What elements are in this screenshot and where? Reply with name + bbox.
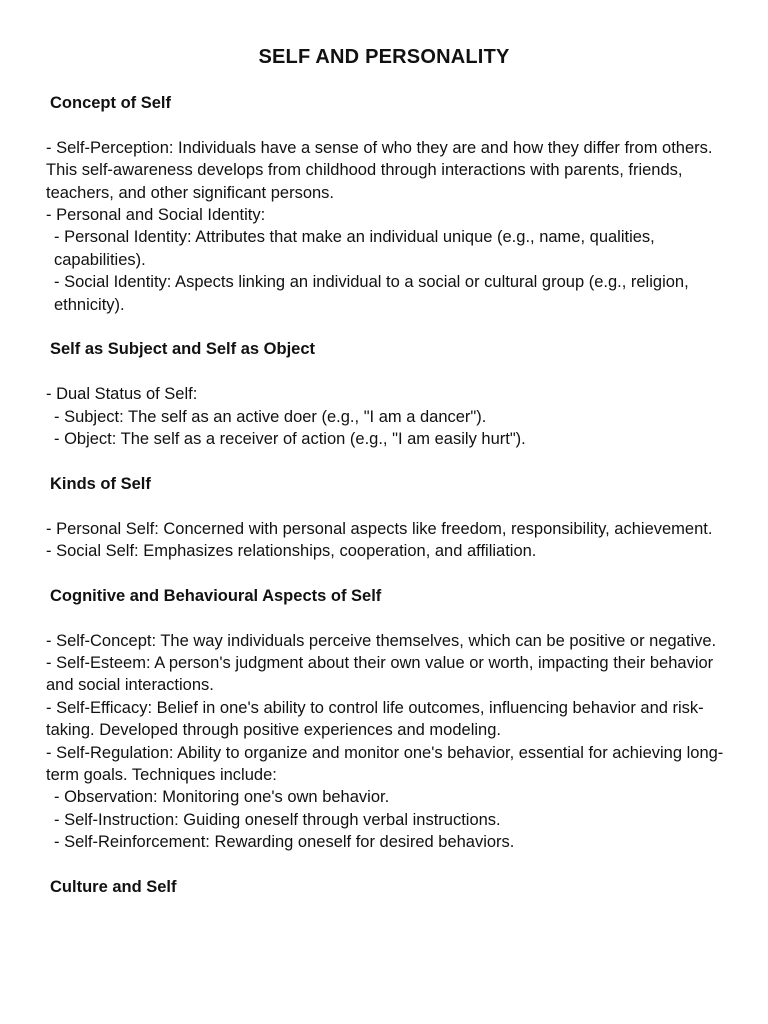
section-heading: Culture and Self: [50, 878, 177, 897]
paragraph-line: - Self-Concept: The way individuals perceive themselves, which can be positive or negative.: [46, 631, 717, 650]
section-lines: [46, 383, 736, 450]
section-cognitive-behavioural-aspects: [46, 585, 736, 854]
paragraph-line: - Self-Perception: Individuals have a sense of who they are and how they differ from others. This self-awareness develops from childhood through interactions with parents, friends, teachers, and other significant persons.: [46, 138, 717, 202]
section-heading: Kinds of Self: [50, 474, 151, 493]
paragraph-line: - Object: The self as a receiver of action (e.g., "I am easily hurt").: [54, 430, 526, 449]
paragraph-line: - Dual Status of Self:: [46, 385, 198, 404]
paragraph-line: - Self-Esteem: A person's judgment about their own value or worth, impacting their behavior and social interactions.: [46, 654, 718, 695]
paragraph-line: - Social Identity: Aspects linking an individual to a social or cultural group (e.g., religion, ethnicity).: [54, 273, 694, 314]
section-self-as-subject-and-object: [46, 338, 736, 450]
paragraph-line: - Social Self: Emphasizes relationships, cooperation, and affiliation.: [46, 542, 537, 561]
paragraph-line: - Subject: The self as an active doer (e.g., "I am a dancer").: [54, 407, 487, 426]
paragraph-line: - Self-Instruction: Guiding oneself through verbal instructions.: [54, 810, 501, 829]
section-concept-of-self: [46, 92, 736, 316]
section-heading: Cognitive and Behavioural Aspects of Self: [50, 586, 382, 605]
paragraph-line: - Observation: Monitoring one's own behavior.: [54, 788, 390, 807]
section-culture-and-self: [46, 876, 736, 898]
paragraph-line: - Self-Regulation: Ability to organize and monitor one's behavior, essential for achieving long-term goals. Techniques include:: [46, 743, 724, 785]
paragraph-line: - Self-Efficacy: Belief in one's ability to control life outcomes, influencing behavior and risk-taking. Developed through positive experiences and modeling.: [46, 698, 704, 740]
section-lines: [46, 630, 736, 854]
section-heading: Concept of Self: [50, 94, 172, 112]
section-heading: Self as Subject and Self as Object: [50, 340, 316, 359]
section-lines: [46, 137, 736, 316]
paragraph-line: - Self-Reinforcement: Rewarding oneself for desired behaviors.: [54, 833, 515, 852]
paragraph-line: - Personal Identity: Attributes that make an individual unique (e.g., name, qualities, capabilities).: [54, 228, 660, 269]
section-kinds-of-self: [46, 473, 736, 563]
page-title: SELF AND PERSONALITY: [258, 46, 510, 68]
paragraph-line: - Personal and Social Identity:: [46, 206, 266, 225]
section-lines: [46, 518, 736, 563]
document-body: [46, 92, 736, 921]
paragraph-line: - Personal Self: Concerned with personal aspects like freedom, responsibility, achievement.: [46, 519, 713, 538]
